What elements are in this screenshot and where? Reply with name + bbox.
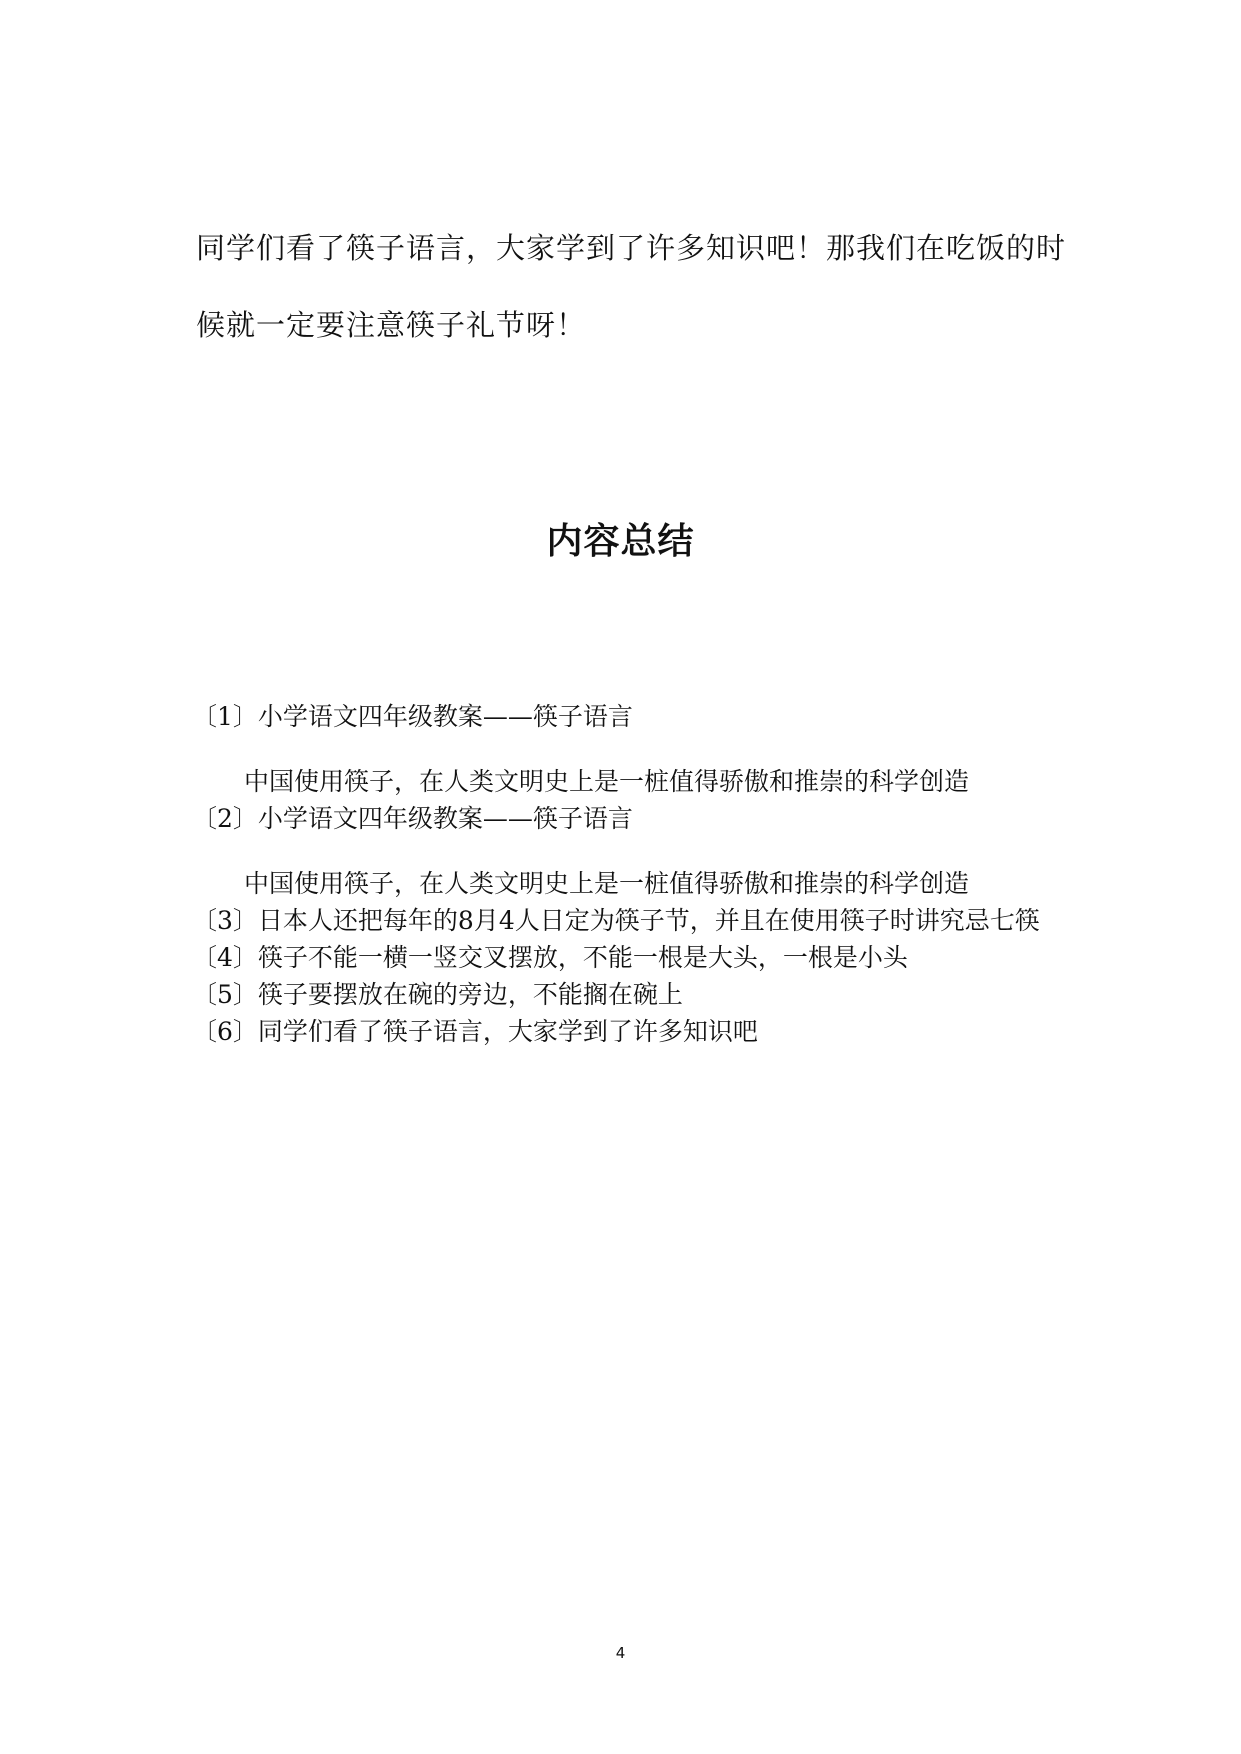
- summary-item-text: 同学们看了筷子语言，大家学到了许多知识吧: [257, 1017, 758, 1046]
- summary-item-text: 日本人还把每年的8月4人日定为筷子节，并且在使用筷子时讲究忌七筷: [257, 906, 1040, 935]
- summary-item-3: [192, 902, 1062, 939]
- summary-item-2: [192, 800, 1062, 837]
- summary-item-text: 筷子要摆放在碗的旁边，不能搁在碗上: [257, 980, 683, 1009]
- summary-item-1-detail: 中国使用筷子，在人类文明史上是一桩值得骄傲和推崇的科学创造: [244, 767, 970, 796]
- summary-item-text: 小学语文四年级教案——筷子语言: [257, 804, 633, 833]
- page-number: 4: [615, 1644, 626, 1662]
- summary-item-number: 〔5〕: [192, 980, 258, 1009]
- summary-item-6: [192, 1013, 1062, 1050]
- summary-item-1: [192, 698, 1062, 735]
- summary-heading: 内容总结: [546, 521, 695, 562]
- summary-item-text: 小学语文四年级教案——筷子语言: [257, 702, 633, 731]
- summary-item-number: 〔3〕: [192, 906, 258, 935]
- summary-item-number: 〔4〕: [192, 943, 258, 972]
- summary-item-5: [192, 976, 1062, 1013]
- body-paragraph-line-2: 候就一定要注意筷子礼节呀！: [196, 308, 587, 342]
- summary-item-2-detail: 中国使用筷子，在人类文明史上是一桩值得骄傲和推崇的科学创造: [244, 869, 970, 898]
- summary-item-text: 筷子不能一横一竖交叉摆放，不能一根是大头，一根是小头: [257, 943, 908, 972]
- summary-item-number: 〔6〕: [192, 1017, 258, 1046]
- body-paragraph-line-1: 同学们看了筷子语言，大家学到了许多知识吧！那我们在吃饭的时: [196, 231, 1067, 265]
- summary-list: [192, 698, 1062, 1050]
- summary-item-number: 〔1〕: [192, 702, 258, 731]
- summary-item-4: [192, 939, 1062, 976]
- summary-item-number: 〔2〕: [192, 804, 258, 833]
